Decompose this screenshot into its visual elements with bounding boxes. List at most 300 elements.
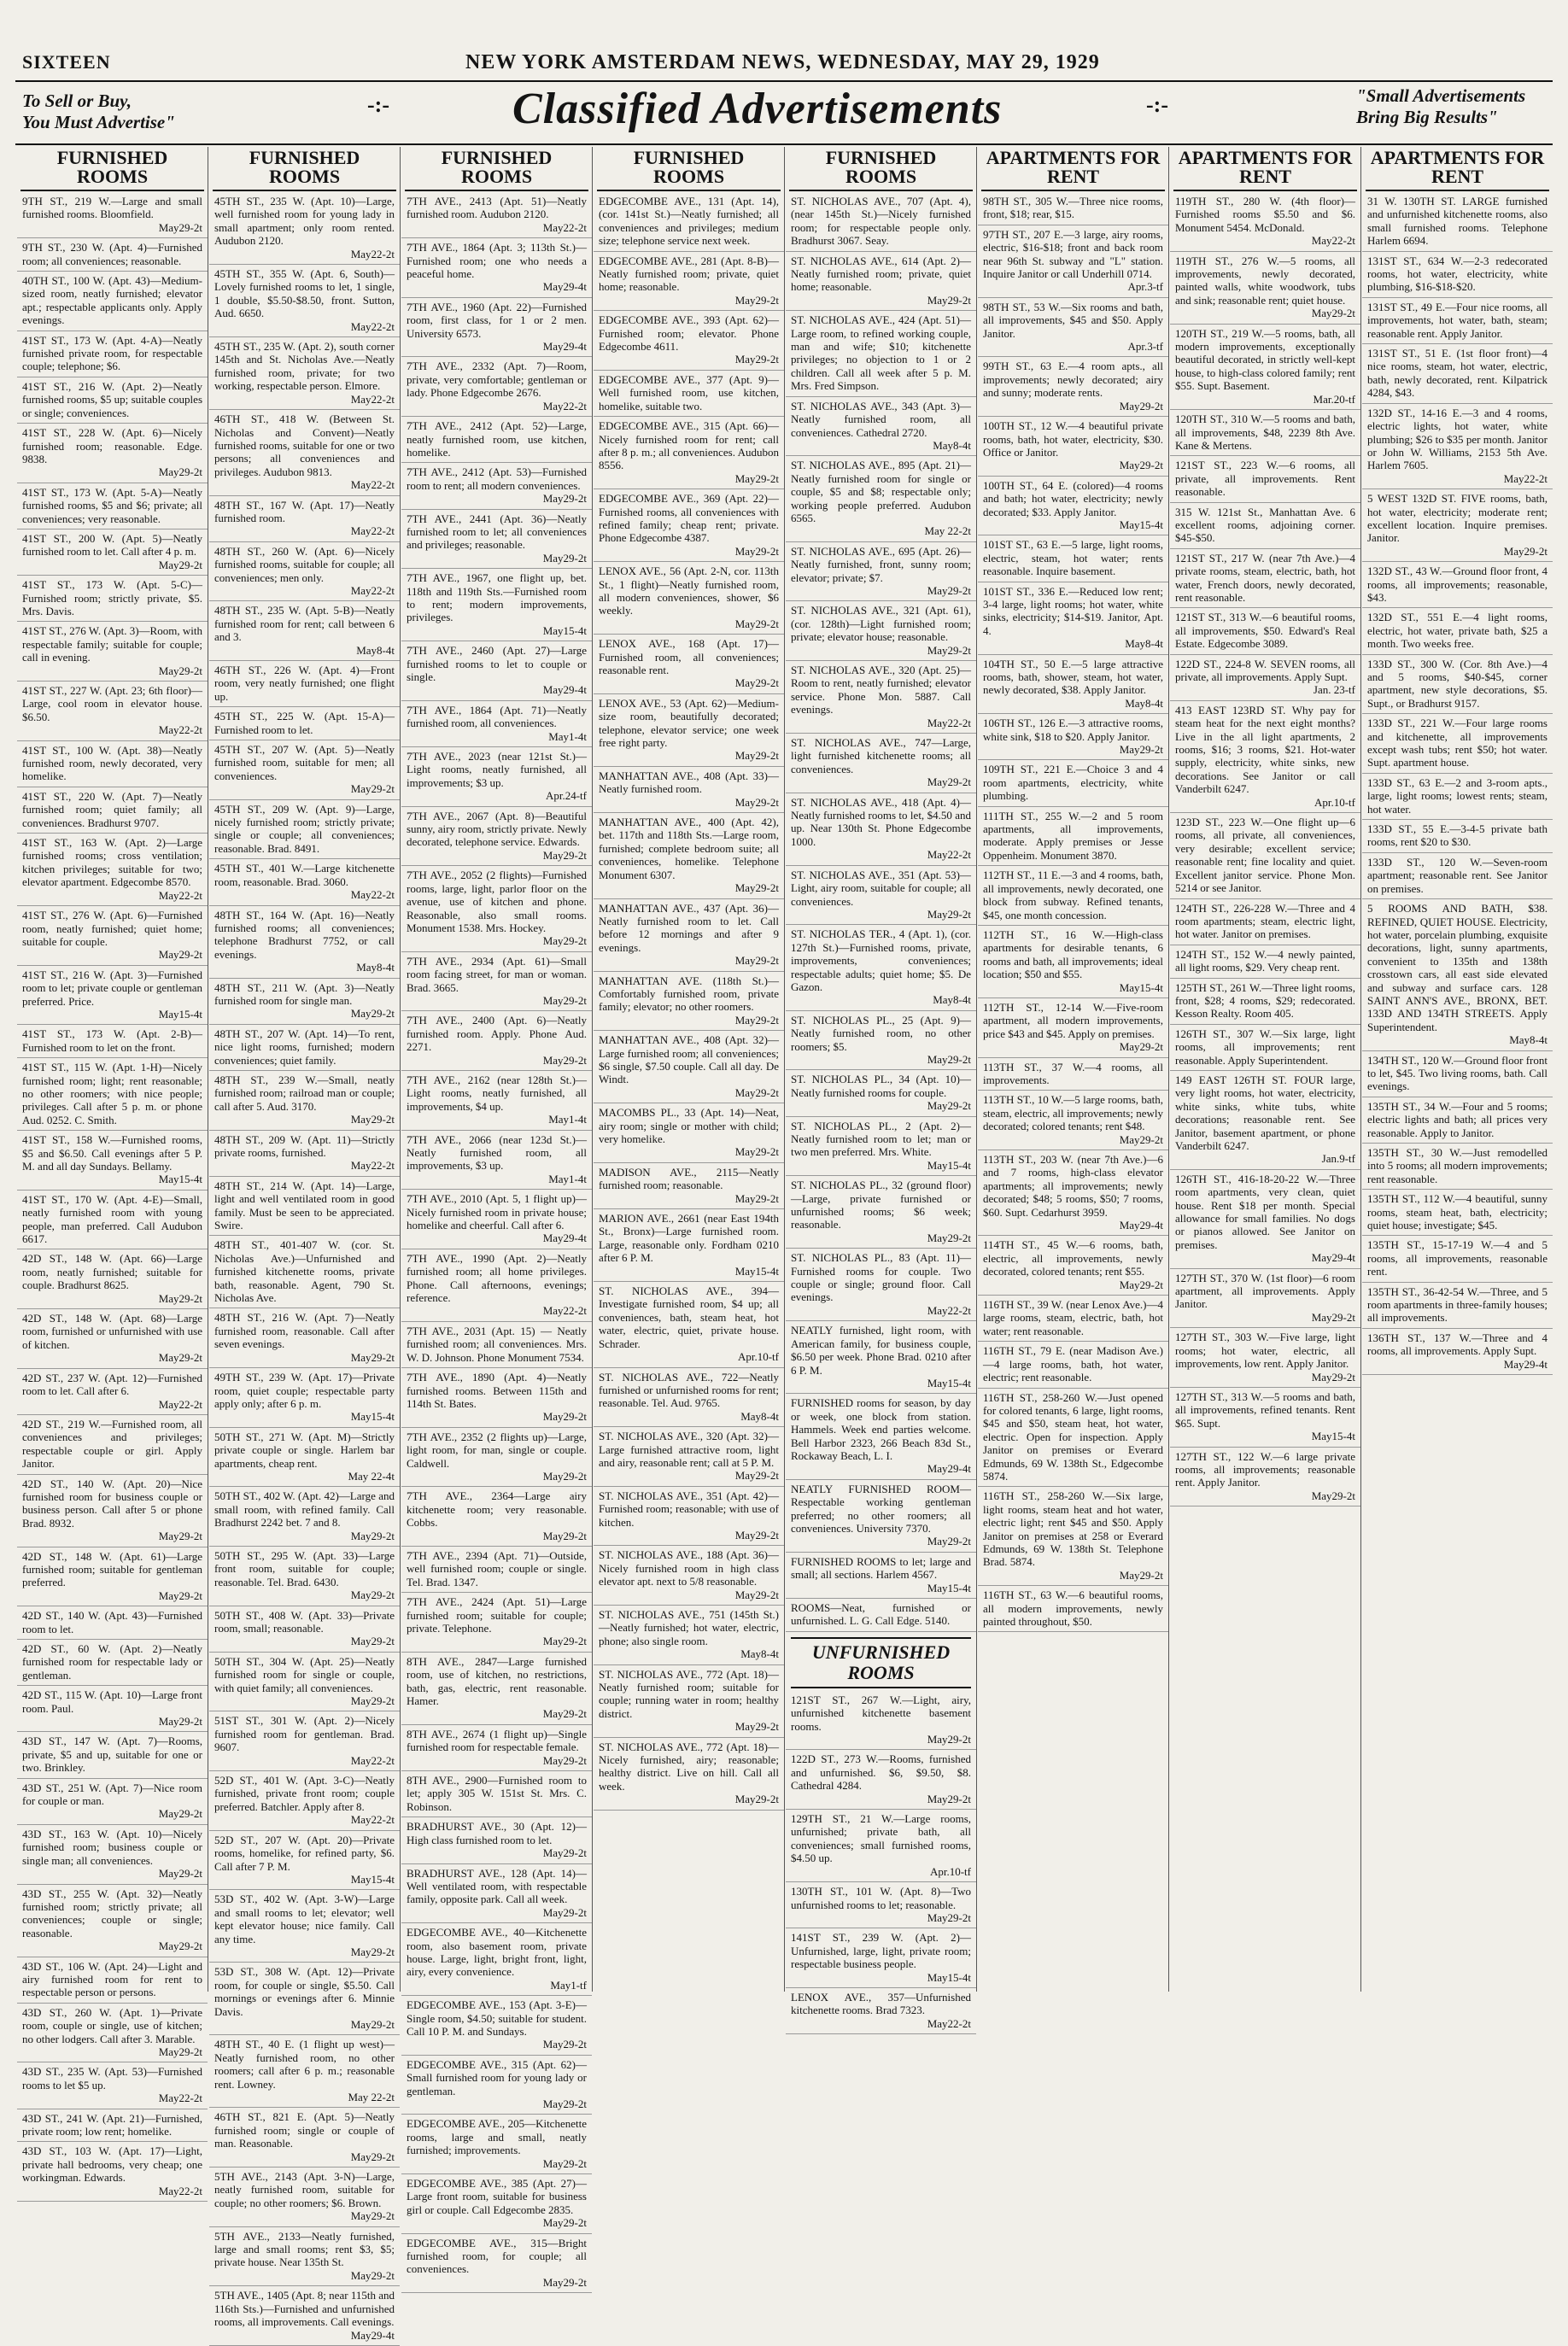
- ad-run-date: May29-2t: [350, 1694, 395, 1708]
- ad-text: 7TH AVE., 2394 (Apt. 71)—Outside, well furnished room; couple or single. Tel. Brad. 1347.: [407, 1548, 587, 1588]
- classified-ad: [17, 909, 208, 966]
- classified-ad: [1362, 1285, 1553, 1329]
- classified-ad: [1170, 1074, 1360, 1170]
- classified-ad: [1362, 407, 1553, 489]
- classified-ad: [1362, 1331, 1553, 1375]
- classified-ad: [978, 717, 1168, 760]
- ad-text: 7TH AVE., 2010 (Apt. 5, 1 flight up)—Nicely furnished room in private house; homelike and cheerful. Call after 6.: [407, 1192, 587, 1232]
- ad-run-date: May29-2t: [734, 676, 779, 690]
- ad-run-date: Apr.10-tf: [1313, 795, 1355, 809]
- ad-text: 43D ST., 255 W. (Apt. 32)—Neatly furnished room; strictly private; all conveniences; couple or single; reasonable.: [22, 1887, 202, 1939]
- ad-text: EDGECOMBE AVE., 315 (Apt. 66)—Nicely furnished room for rent; call after 8 p. m.; all conveniences. Audubon 8556.: [599, 419, 779, 472]
- ad-run-date: May29-2t: [1119, 459, 1163, 472]
- classified-ad: [401, 1192, 592, 1249]
- classified-ad: [17, 1735, 208, 1778]
- ad-text: 50TH ST., 304 W. (Apt. 25)—Neatly furnished room for single or couple, with quiet family; all conveniences.: [214, 1654, 395, 1694]
- classified-ad: [594, 195, 784, 252]
- classified-ad: [978, 1093, 1168, 1150]
- ad-run-date: May22-2t: [350, 392, 395, 406]
- ad-text: ST. NICHOLAS AVE., 351 (Apt. 53)—Light, airy room, suitable for couple; all conveniences.: [791, 868, 971, 908]
- ad-text: 136TH ST., 137 W.—Three and 4 rooms, all improvements. Apply Supt.: [1367, 1331, 1548, 1358]
- ad-text: ST. NICHOLAS AVE., 343 (Apt. 3)—Neatly furnished room, all conveniences. Cathedral 2720.: [791, 399, 971, 439]
- ad-run-date: May29-2t: [927, 583, 971, 597]
- ad-text: ST. NICHOLAS PL., 2 (Apt. 2)—Neatly furnished room to let; man or two men preferred. Mrs. White.: [791, 1119, 971, 1159]
- ad-run-date: May29-2t: [542, 1529, 587, 1542]
- ad-run-date: May22-2t: [158, 2184, 202, 2197]
- ad-text: 52D ST., 401 W. (Apt. 3-C)—Neatly furnished, private front room; couple preferred. Batchler. Apply after 8.: [214, 1774, 395, 1813]
- ad-text: 42D ST., 148 W. (Apt. 66)—Large room, neatly furnished; suitable for couple. Bradhurst 8625.: [22, 1252, 202, 1292]
- classified-ad: [786, 1694, 976, 1751]
- ad-text: 116TH ST., 258-260 W.—Six large, light rooms, steam heat and hot water, electric light; rent $45 and $50. Apply Janitor on premises at 258 or Everard Edmunds, 69 W. 138th St. Telephone Brad. 5874.: [983, 1489, 1163, 1569]
- ad-run-date: May29-2t: [734, 1793, 779, 1806]
- ad-run-date: May15-4t: [927, 1581, 971, 1594]
- ad-text: 122D ST., 224-8 W. SEVEN rooms, all private, all improvements. Apply Supt.: [1175, 657, 1355, 683]
- ad-run-date: May29-2t: [350, 2268, 395, 2282]
- ad-text: 45TH ST., 235 W. (Apt. 10)—Large, well furnished room for young lady in small apartment; only room rented. Audubon 2120.: [214, 195, 395, 248]
- ad-text: 41ST ST., 220 W. (Apt. 7)—Neatly furnished room; quiet family; all conveniences. Bradhurst 9707.: [22, 789, 202, 829]
- ad-text: 45TH ST., 355 W. (Apt. 6, South)—Lovely furnished rooms to let, 1 single, 1 double, $5.50-$8.50, front. Sutton, Aud. 6650.: [214, 267, 395, 320]
- ad-run-date: May29-2t: [734, 749, 779, 763]
- ad-text: 43D ST., 235 W. (Apt. 53)—Furnished rooms to let $5 up.: [22, 2065, 202, 2092]
- classified-ad: [209, 1965, 400, 2035]
- ad-text: 42D ST., 237 W. (Apt. 12)—Furnished room to let. Call after 6.: [22, 1371, 202, 1398]
- classified-ad: [786, 400, 976, 457]
- ad-text: MACOMBS PL., 33 (Apt. 14)—Neat, airy room; single or mother with child; very homelike.: [599, 1106, 779, 1145]
- ad-text: 5 WEST 132D ST. FIVE rooms, bath, hot water, electricity; moderate rent; excellent location. Inquire premises. Janitor.: [1367, 492, 1548, 545]
- classified-ad: [786, 1601, 976, 1632]
- classified-ad: [1170, 506, 1360, 549]
- ad-text: 50TH ST., 271 W. (Apt. M)—Strictly private couple or single. Harlem bar apartments, cheap rent.: [214, 1430, 395, 1470]
- ad-text: 7TH AVE., 2332 (Apt. 7)—Room, private, very comfortable; gentleman or lady. Phone Edgecombe 2676.: [407, 360, 587, 400]
- classified-ad: [978, 1061, 1168, 1091]
- classified-ad: [1170, 1390, 1360, 1448]
- classified-ad: [401, 1371, 592, 1428]
- ad-run-date: May29-2t: [1119, 1132, 1163, 1146]
- classified-ad: [978, 1489, 1168, 1586]
- ad-run-date: May15-4t: [350, 1872, 395, 1886]
- ad-text: 133D ST., 221 W.—Four large rooms and kitchenette, all improvements except wash tubs; rent $50; hot water. Supt. apartment house.: [1367, 717, 1548, 769]
- ad-text: ST. NICHOLAS AVE., 321 (Apt. 61), (cor. 128th)—Light furnished room; private; elevator house; reasonable.: [791, 604, 971, 644]
- classified-ad: [17, 2006, 208, 2063]
- ad-text: 48TH ST., 167 W. (Apt. 17)—Neatly furnished room.: [214, 498, 395, 524]
- ad-run-date: May22-2t: [542, 399, 587, 412]
- classified-ad: [978, 360, 1168, 417]
- classified-ad: [401, 704, 592, 747]
- classified-ad: [594, 816, 784, 898]
- ad-text: 43D ST., 251 W. (Apt. 7)—Nice room for couple or man.: [22, 1781, 202, 1808]
- ad-text: 43D ST., 163 W. (Apt. 10)—Nicely furnished room; business couple or single man; all conveniences.: [22, 1827, 202, 1867]
- classified-ad: [978, 869, 1168, 926]
- ad-run-date: May22-2t: [542, 220, 587, 234]
- ad-run-date: May29-2t: [927, 293, 971, 307]
- ad-text: 129TH ST., 21 W.—Large rooms, unfurnished; private bath, all conveniences; small furnished rooms, $4.50 up.: [791, 1812, 971, 1865]
- ad-text: 41ST ST., 173 W. (Apt. 5-A)—Neatly furnished rooms, $5 and $6; private; all conveniences; very reasonable.: [22, 485, 202, 525]
- ad-text: 135TH ST., 34 W.—Four and 5 rooms; electric lights and bath; all prices very reasonable. Apply to Janitor.: [1367, 1099, 1548, 1139]
- classified-ad: [17, 1027, 208, 1058]
- classified-ad: [1362, 1146, 1553, 1190]
- ad-run-date: May1-tf: [550, 1978, 587, 1992]
- ad-run-date: May29-2t: [927, 775, 971, 789]
- ad-run-date: May29-2t: [542, 2156, 587, 2170]
- classified-ad: [594, 769, 784, 813]
- ad-text: 45TH ST., 401 W.—Large kitchenette room, reasonable. Brad. 3060.: [214, 862, 395, 888]
- classified-ad: [209, 1371, 400, 1428]
- classified-ad: [209, 1609, 400, 1653]
- classified-ad: [17, 1477, 208, 1547]
- ad-text: ST. NICHOLAS PL., 32 (ground floor)—Large, private furnished or unfurnished rooms; $6 week; reasonable.: [791, 1179, 971, 1232]
- ad-text: FURNISHED rooms for season, by day or week, one block from station. Hammels. Week end parties welcome. Bell Harbor 2323, 266 Beach 83d St., Rockaway Beach, L. I.: [791, 1396, 971, 1462]
- ad-run-date: May22-2t: [350, 583, 395, 597]
- ad-text: 41ST ST., 170 W. (Apt. 4-E)—Small, neatly furnished room with young people, man preferred. Call Audubon 6617.: [22, 1192, 202, 1246]
- ad-text: 116TH ST., 39 W. (near Lenox Ave.)—4 large rooms, steam, electric, bath, hot water; rent reasonable.: [983, 1298, 1163, 1337]
- classified-ad: [594, 565, 784, 635]
- ad-text: ST. NICHOLAS AVE., 747—Large, light furnished kitchenette rooms; all conveniences.: [791, 736, 971, 775]
- ad-text: 114TH ST., 45 W.—6 rooms, bath, electric, all improvements, newly decorated, colored tenants; rent $55.: [983, 1238, 1163, 1278]
- ad-run-date: May29-2t: [158, 220, 202, 234]
- ad-text: 112TH ST., 11 E.—3 and 4 rooms, bath, all improvements, newly decorated, one block from subway. Refined tenants, $45, one month concession.: [983, 869, 1163, 921]
- ad-text: ST. NICHOLAS PL., 34 (Apt. 10)—Neatly furnished rooms for couple.: [791, 1073, 971, 1099]
- classified-ad: [1170, 1027, 1360, 1071]
- classified-ad: [594, 1284, 784, 1367]
- ad-run-date: May29-2t: [542, 1753, 587, 1767]
- ad-text: MANHATTAN AVE., 400 (Apt. 42), bet. 117th and 118th Sts.—Large room, furnished; complete bedroom suite; all conveniences, homelike. Telephone Monument 6307.: [599, 816, 779, 881]
- classified-ad: [209, 499, 400, 542]
- classified-ad: [786, 736, 976, 793]
- ad-text: 8TH AVE., 2900—Furnished room to let; apply 305 W. 151st St. Mrs. C. Robinson.: [407, 1774, 587, 1813]
- classified-ad: [786, 1991, 976, 2034]
- ad-run-date: May29-2t: [542, 551, 587, 565]
- subsection-header: UNFURNISHED ROOMS: [791, 1637, 971, 1688]
- classified-ad: [1170, 1450, 1360, 1507]
- ad-text: 119TH ST., 280 W. (4th floor)—Furnished rooms $5.50 and $6. Monument 5454. McDonald.: [1175, 195, 1355, 234]
- ad-run-date: Apr.3-tf: [1127, 280, 1163, 294]
- ad-text: 97TH ST., 207 E.—3 large, airy rooms, electric, $16-$18; front and back room near 96th St. subway and "L" station. Inquire Janitor or call Underhill 0714.: [983, 227, 1163, 281]
- ad-run-date: May29-2t: [734, 1469, 779, 1483]
- classified-ad: [1362, 856, 1553, 899]
- classified-ad: [401, 1489, 592, 1547]
- ad-run-date: May29-2t: [1311, 1370, 1355, 1384]
- ad-text: 49TH ST., 239 W. (Apt. 17)—Private room, quiet couple; respectable party apply only; after 6 p. m.: [214, 1371, 395, 1410]
- ad-text: 116TH ST., 63 W.—6 beautiful rooms, all modern improvements, newly painted throughout, $50.: [983, 1588, 1163, 1628]
- ad-run-date: May29-2t: [1119, 1040, 1163, 1054]
- classified-ad: [401, 1867, 592, 1924]
- ad-text: 41ST ST., 173 W. (Apt. 4-A)—Neatly furnished private room, for respectable couple; telephone; $6.: [22, 333, 202, 373]
- ad-text: 31 W. 130TH ST. LARGE furnished and unfurnished kitchenette rooms, also small furnished rooms. Telephone Harlem 6694.: [1367, 195, 1548, 248]
- ad-text: 126TH ST., 416-18-20-22 W.—Three room apartments, very clean, quiet house. Rent $18 per month. Special allowance for small families. No dogs or pianos allowed. See Janitor on premises.: [1175, 1172, 1355, 1251]
- ad-run-date: May1-4t: [548, 729, 587, 743]
- ad-run-date: May22-2t: [927, 848, 971, 862]
- ad-run-date: May29-2t: [734, 954, 779, 968]
- classified-ad: [1170, 658, 1360, 701]
- ad-run-date: May29-2t: [158, 1807, 202, 1821]
- ad-text: 41ST ST., 200 W. (Apt. 5)—Neatly furnished room to let. Call after 4 p. m.: [22, 531, 202, 559]
- ad-text: 99TH ST., 63 E.—4 room apts., all improvements; newly decorated; airy and sunny; moderate rents.: [983, 360, 1163, 400]
- ad-text: LENOX AVE., 53 (Apt. 62)—Medium-size room, beautifully decorated; telephone, elevator service; one week free right party.: [599, 696, 779, 750]
- ad-text: 50TH ST., 408 W. (Apt. 33)—Private room, small; reasonable.: [214, 1608, 395, 1635]
- classified-ad: [17, 684, 208, 741]
- classified-ad: [17, 1372, 208, 1415]
- ad-run-date: May22-2t: [350, 1813, 395, 1827]
- ad-text: EDGECOMBE AVE., 281 (Apt. 8-B)—Neatly furnished room; private, quiet home; reasonable.: [599, 254, 779, 294]
- ad-run-date: May29-2t: [158, 1291, 202, 1305]
- classified-ad: [401, 1133, 592, 1191]
- column-header: FURNISHED ROOMS: [213, 147, 396, 191]
- ad-run-date: May8-4t: [740, 1647, 779, 1661]
- ad-run-date: May29-2t: [542, 1635, 587, 1648]
- ad-run-date: May15-4t: [927, 1376, 971, 1389]
- ad-text: 42D ST., 219 W.—Furnished room, all conveniences and privileges; respectable couple or girl. Apply Janitor.: [22, 1417, 202, 1471]
- classified-ad: [978, 810, 1168, 867]
- ad-text: 53D ST., 402 W. (Apt. 3-W)—Large and small rooms to let; elevator; well kept elevator house; nice family. Call any time.: [214, 1893, 395, 1945]
- ad-text: 132D ST., 14-16 E.—3 and 4 rooms, electric lights, hot water, white plumbing; $26 to $35 per month. Janitor or John W. Williams, 2153 5th Ave. Harlem 7605.: [1367, 406, 1548, 472]
- classified-ad: [1170, 1272, 1360, 1329]
- classified-ad: [401, 1998, 592, 2056]
- classified-ad: [594, 373, 784, 417]
- ad-text: 5TH AVE., 1405 (Apt. 8; near 115th and 116th Sts.)—Furnished and unfurnished rooms, all improvements. Call evenings.: [214, 2289, 395, 2329]
- classified-ad: [786, 927, 976, 1010]
- masthead-rule: [15, 80, 1553, 82]
- classified-ad: [209, 1430, 400, 1488]
- ad-text: 7TH AVE., 2412 (Apt. 52)—Large, neatly furnished room, use kitchen, homelike.: [407, 419, 587, 459]
- ad-text: 116TH ST., 258-260 W.—Just opened for colored tenants, 6 large, light rooms, $45 and $50, steam heat, hot water, electric. Open for inspection. Apply Janitor on premises or Everard Edmunds, 69 W. 138th St., Edgecombe 5874.: [983, 1390, 1163, 1483]
- classified-ad: [594, 1166, 784, 1209]
- ad-run-date: May29-2t: [734, 544, 779, 558]
- classified-ad: [594, 637, 784, 694]
- ad-run-date: May22-2t: [350, 888, 395, 902]
- ad-text: 46TH ST., 418 W. (Between St. Nicholas and Convent)—Neatly furnished rooms, suitable for one or two persons; all conveniences and privileges. Audubon 9813.: [214, 412, 395, 478]
- classified-ad: [1362, 347, 1553, 404]
- classified-ad: [17, 1550, 208, 1607]
- ad-text: 5TH AVE., 2143 (Apt. 3-N)—Large, neatly furnished room, suitable for couple; no other roomers; $6. Brown.: [214, 2170, 395, 2209]
- ad-run-date: May22-2t: [158, 1397, 202, 1411]
- ad-run-date: May1-4t: [548, 1113, 587, 1126]
- ad-run-date: May29-4t: [1119, 1219, 1163, 1232]
- ad-run-date: May15-4t: [542, 623, 587, 637]
- ad-text: 42D ST., 115 W. (Apt. 10)—Large front room. Paul.: [22, 1688, 202, 1715]
- ad-run-date: May22-2t: [542, 1304, 587, 1318]
- ad-run-date: May29-2t: [158, 1867, 202, 1881]
- ad-run-date: May22-2t: [350, 1159, 395, 1173]
- ad-column: [978, 147, 1169, 1992]
- ad-run-date: May29-2t: [542, 2216, 587, 2230]
- classified-ad: [17, 426, 208, 483]
- ad-run-date: May15-4t: [158, 1007, 202, 1021]
- classified-ad: [209, 1893, 400, 1963]
- classified-ad: [1170, 1331, 1360, 1388]
- classified-ad: [978, 1391, 1168, 1488]
- classified-ad: [209, 267, 400, 337]
- classified-ad: [401, 1549, 592, 1593]
- ad-text: 48TH ST., 235 W. (Apt. 5-B)—Neatly furnished room for rent; call between 6 and 3.: [214, 604, 395, 644]
- ad-text: 7TH AVE., 1960 (Apt. 22)—Furnished room, first class, for 1 or 2 men. University 6573.: [407, 300, 587, 340]
- ad-run-date: May29-4t: [1311, 1251, 1355, 1265]
- classified-ad: [1362, 254, 1553, 298]
- classified-ad: [786, 1179, 976, 1249]
- ad-run-date: May29-4t: [542, 280, 587, 294]
- classified-ad: [594, 313, 784, 371]
- classified-ad: [978, 1298, 1168, 1342]
- classified-ad: [978, 763, 1168, 806]
- ad-text: 133D ST., 120 W.—Seven-room apartment; reasonable rent. See Janitor on premises.: [1367, 855, 1548, 895]
- ad-text: ST. NICHOLAS AVE., 614 (Apt. 2)—Neatly furnished room; private, quiet home; reasonable.: [791, 254, 971, 294]
- ad-run-date: May29-2t: [350, 1529, 395, 1542]
- classified-ad: [17, 1642, 208, 1686]
- ad-text: 8TH AVE., 2674 (1 flight up)—Single furnished room for respectable female.: [407, 1727, 587, 1754]
- classified-ad: [978, 195, 1168, 225]
- ad-text: 41ST ST., 227 W. (Apt. 23; 6th floor)—Large, cool room in elevator house. $6.50.: [22, 684, 202, 723]
- classified-ad: [209, 340, 400, 410]
- classified-ad: [1362, 1054, 1553, 1097]
- classified-ad: [17, 1688, 208, 1732]
- classified-ad: [786, 1120, 976, 1177]
- ad-run-date: May22-2t: [350, 478, 395, 492]
- classified-ad: [401, 750, 592, 807]
- ad-run-date: May29-2t: [734, 353, 779, 366]
- classified-ad: [786, 1396, 976, 1479]
- ad-run-date: May29-2t: [734, 1191, 779, 1205]
- ad-run-date: May 22-2t: [924, 524, 971, 538]
- ad-text: 127TH ST., 370 W. (1st floor)—6 room apartment, all improvements. Apply Janitor.: [1175, 1271, 1355, 1311]
- ad-run-date: May29-2t: [158, 664, 202, 677]
- ad-run-date: May15-4t: [1119, 518, 1163, 531]
- ad-text: 7TH AVE., 2162 (near 128th St.)—Light rooms, neatly furnished, all improvements, $4 up.: [407, 1073, 587, 1113]
- ad-run-date: May29-2t: [734, 471, 779, 485]
- classified-ad: [594, 902, 784, 972]
- ad-text: 48TH ST., 216 W. (Apt. 7)—Neatly furnished room, reasonable. Call after seven evenings.: [214, 1311, 395, 1351]
- ad-text: ST. NICHOLAS PL., 83 (Apt. 11)—Furnished rooms for couple. Two couple or single; ground floor. Call evenings.: [791, 1251, 971, 1304]
- ad-text: ST. NICHOLAS AVE., 320 (Apt. 32)—Large furnished attractive room, light and airy, reasonable rent; call at 5 P. M.: [599, 1430, 779, 1469]
- ad-text: ST. NICHOLAS AVE., 707 (Apt. 4), (near 145th St.)—Nicely furnished room; for respectable people only. Bradhurst 3067. Seay.: [791, 195, 971, 248]
- ad-run-date: May29-4t: [542, 683, 587, 697]
- ad-run-date: May29-2t: [1311, 307, 1355, 320]
- ad-run-date: May22-2t: [350, 319, 395, 333]
- classified-ad: [594, 254, 784, 312]
- classified-ad: [17, 578, 208, 622]
- ad-run-date: May29-2t: [1119, 399, 1163, 412]
- classified-ad: [209, 545, 400, 602]
- ad-text: ST. NICHOLAS AVE., 424 (Apt. 51)—Large room, to refined working couple, man and wife; $10; kitchenette privileges; no objection to 1 or 2 children. Call all week after 5 p. M. Mrs. Fred Simpson.: [791, 313, 971, 393]
- ad-text: 48TH ST., 214 W. (Apt. 14)—Large, light and well ventilated room in good family. Must be seen to be appreciated. Swire.: [214, 1179, 395, 1232]
- ad-run-date: May29-2t: [158, 1530, 202, 1543]
- column-header: APARTMENTS FOR RENT: [1366, 147, 1549, 191]
- ad-run-date: May15-4t: [1119, 980, 1163, 994]
- classified-ad: [17, 1887, 208, 1957]
- ad-run-date: May29-2t: [1311, 1489, 1355, 1502]
- classified-ad: [1362, 902, 1553, 1050]
- classified-ad: [17, 532, 208, 576]
- right-ornament: -:-: [1146, 92, 1168, 117]
- ad-text: 45TH ST., 225 W. (Apt. 15-A)—Furnished room to let.: [214, 710, 395, 736]
- ad-run-date: May29-2t: [542, 1707, 587, 1721]
- ad-run-date: May29-2t: [542, 1846, 587, 1860]
- classified-ad: [209, 1774, 400, 1831]
- classified-ad: [594, 1106, 784, 1163]
- classified-ad: [209, 2289, 400, 2346]
- ad-text: 7TH AVE., 2460 (Apt. 27)—Large furnished rooms to let to couple or single.: [407, 644, 587, 683]
- ad-run-date: May29-2t: [927, 1052, 971, 1066]
- ad-text: 41ST ST., 228 W. (Apt. 6)—Nicely furnished room; reasonable. Edge. 9838.: [22, 426, 202, 465]
- ad-text: ST. NICHOLAS AVE., 772 (Apt. 18)—Neatly furnished room; suitable for couple; running water in room; healthy district.: [599, 1667, 779, 1720]
- ad-text: 45TH ST., 235 W. (Apt. 2), south corner 145th and St. Nicholas Ave.—Neatly furnished room, private; for two working, respectable person. Elmore.: [214, 340, 395, 393]
- ad-run-date: May29-2t: [734, 795, 779, 809]
- ad-text: ROOMS—Neat, furnished or unfurnished. L. G. Call Edge. 5140.: [791, 1601, 971, 1628]
- ad-run-date: May8-4t: [933, 993, 971, 1007]
- ad-text: 113TH ST., 37 W.—4 rooms, all improvements.: [983, 1060, 1163, 1086]
- ad-run-date: Apr.10-tf: [929, 1864, 971, 1878]
- ad-run-date: May29-2t: [350, 1945, 395, 1958]
- ad-text: ST. NICHOLAS AVE., 751 (145th St.)—Neatly furnished; hot water, electric, phone; also single room.: [599, 1608, 779, 1647]
- ad-text: 131ST ST., 51 E. (1st floor front)—4 nice rooms, steam, hot water, electric, bath, newly decorated, rent. Kilpatrick 4284, $43.: [1367, 347, 1548, 400]
- classified-ad: [594, 1212, 784, 1282]
- ad-text: 101ST ST., 63 E.—5 large, light rooms, electric, steam, hot water; rents reasonable. Inquire basement.: [983, 538, 1163, 578]
- ad-text: 7TH AVE., 2413 (Apt. 51)—Neatly furnished room. Audubon 2120.: [407, 195, 587, 221]
- classified-ad: [209, 195, 400, 265]
- classified-ad: [209, 1027, 400, 1071]
- classified-ad: [1362, 1100, 1553, 1144]
- classified-ad: [17, 1609, 208, 1640]
- classified-ad: [1362, 717, 1553, 774]
- ad-text: MANHATTAN AVE., 437 (Apt. 36)—Neatly furnished room to let. Call before 12 mornings and after 9 evenings.: [599, 901, 779, 954]
- ad-text: 9TH ST., 219 W.—Large and small furnished rooms. Bloomfield.: [22, 195, 202, 221]
- classified-ad: [401, 512, 592, 570]
- classified-ad: [786, 1251, 976, 1321]
- ad-text: 135TH ST., 36-42-54 W.—Three, and 5 room apartments in three-family houses; all improvements.: [1367, 1284, 1548, 1325]
- ad-text: 7TH AVE., 2364—Large airy kitchenette room; very reasonable. Cobbs.: [407, 1489, 587, 1530]
- ad-run-date: May22-2t: [350, 524, 395, 538]
- classified-ad: [17, 195, 208, 238]
- classified-ad: [1362, 565, 1553, 608]
- ad-text: ST. NICHOLAS AVE., 418 (Apt. 4)—Neatly furnished rooms to let, $4.50 and up. Near 130th St. Phone Edgecombe 1000.: [791, 795, 971, 848]
- ad-text: BRADHURST AVE., 128 (Apt. 14)—Well ventilated room, with respectable family, opposite park. Call all week.: [407, 1866, 587, 1906]
- ad-text: 132D ST., 43 W.—Ground floor front, 4 rooms, all improvements; reasonable, $43.: [1367, 565, 1548, 604]
- classified-ad: [594, 492, 784, 562]
- classified-ad: [978, 301, 1168, 358]
- classified-ad: [209, 2038, 400, 2108]
- ad-text: 43D ST., 103 W. (Apt. 17)—Light, private hall bedrooms, very cheap; one workingman. Edwards.: [22, 2144, 202, 2185]
- ad-run-date: May8-4t: [1125, 637, 1163, 651]
- classified-ad: [401, 419, 592, 463]
- classified-ad: [209, 2110, 400, 2168]
- ad-run-date: May29-2t: [350, 2017, 395, 2031]
- left-tagline-line: You Must Advertise": [22, 112, 175, 132]
- classified-ad: [786, 869, 976, 926]
- classified-ad: [1170, 459, 1360, 502]
- classified-ad: [786, 1483, 976, 1553]
- ad-run-date: May15-4t: [734, 1264, 779, 1278]
- ad-text: 45TH ST., 207 W. (Apt. 5)—Neatly furnished room, suitable for men; all conveniences.: [214, 743, 395, 782]
- classified-ad: [978, 1344, 1168, 1388]
- ad-run-date: May29-2t: [734, 1085, 779, 1099]
- ad-run-date: May 22-4t: [348, 1469, 395, 1483]
- classified-ad: [1170, 552, 1360, 609]
- classified-ad: [17, 1061, 208, 1131]
- classified-ad: [17, 790, 208, 834]
- ad-text: 45TH ST., 209 W. (Apt. 9)—Large, nicely furnished room; strictly private; single or couple; all conveniences; reasonable. Brad. 8491.: [214, 802, 395, 855]
- ad-run-date: May29-2t: [158, 948, 202, 962]
- classified-ad: [17, 1418, 208, 1475]
- page-number: SIXTEEN: [22, 51, 111, 73]
- column-header: FURNISHED ROOMS: [597, 147, 781, 191]
- classified-ad: [594, 1489, 784, 1547]
- ad-text: 116TH ST., 79 E. (near Madison Ave.)—4 large rooms, bath, hot water, electric; rent reasonable.: [983, 1344, 1163, 1384]
- ad-text: 124TH ST., 152 W.—4 newly painted, all light rooms, $29. Very cheap rent.: [1175, 947, 1355, 974]
- ad-text: 98TH ST., 305 W.—Three nice rooms, front, $18; rear, $15.: [983, 195, 1163, 221]
- classified-ad: [209, 412, 400, 495]
- ad-text: EDGECOMBE AVE., 369 (Apt. 22)—Furnished rooms, all conveniences with refined family; cheap rent; private. Phone Edgecombe 4387.: [599, 492, 779, 545]
- classified-ad: [401, 869, 592, 951]
- ad-text: 42D ST., 140 W. (Apt. 43)—Furnished room to let.: [22, 1609, 202, 1635]
- ad-run-date: May29-2t: [350, 1588, 395, 1602]
